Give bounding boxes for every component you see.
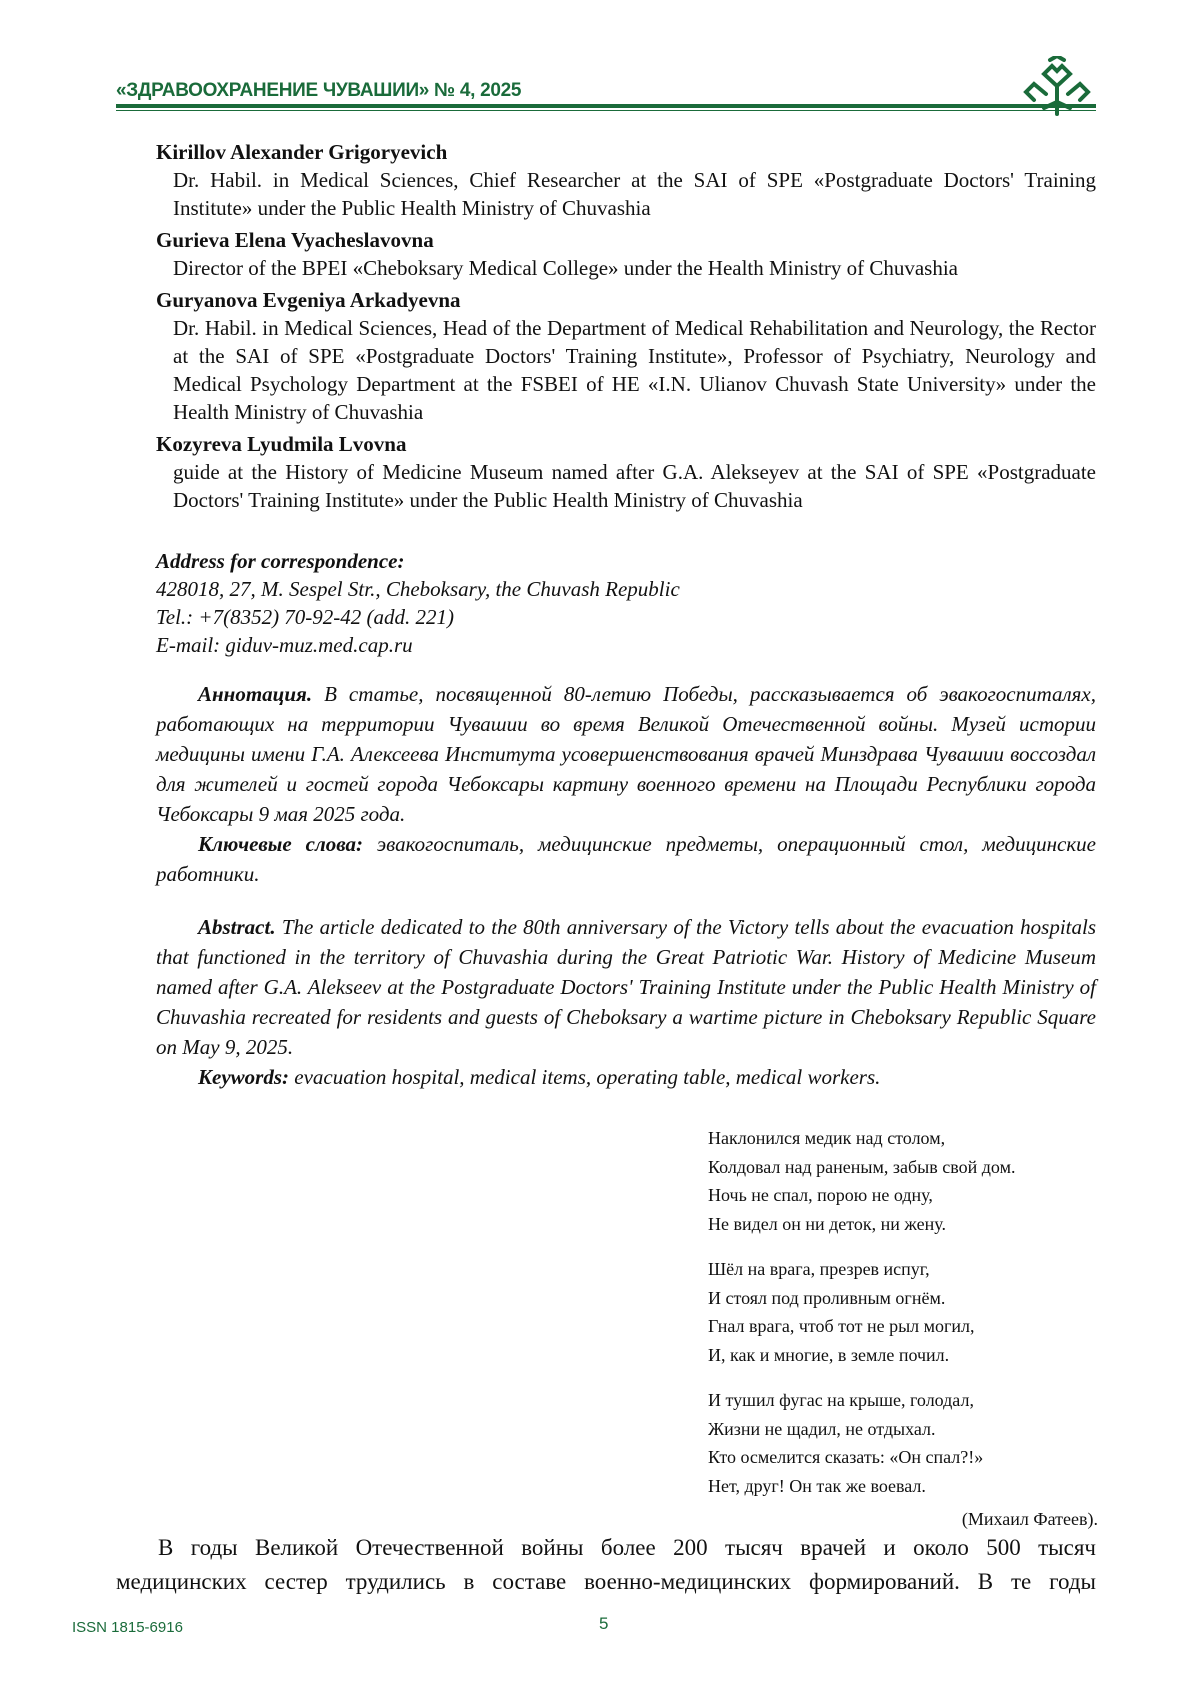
page-number: 5 xyxy=(599,1614,609,1633)
journal-title: «ЗДРАВООХРАНЕНИЕ ЧУВАШИИ» № 4, 2025 xyxy=(116,80,522,101)
poem-line: Колдовал над раненым, забыв свой дом. xyxy=(708,1156,1016,1177)
annotation-ru xyxy=(156,679,1096,889)
author-name: Kirillov Alexander Grigoryevich xyxy=(156,140,448,164)
address-label: Address for correspondence: xyxy=(156,549,405,573)
address-tel: Tel.: +7(8352) 70-92-42 (add. 221) xyxy=(156,605,455,629)
address-line: 428018, 27, M. Sespel Str., Cheboksary, the Chuvash Republic xyxy=(156,577,680,601)
poem-line: И стоял под проливным огнём. xyxy=(708,1287,946,1308)
author-entry xyxy=(156,226,1096,282)
keywords-ru-label: Ключевые слова: xyxy=(198,832,363,856)
author-list xyxy=(156,138,1096,518)
author-affiliation: guide at the History of Medicine Museum named after G.A. Alekseyev at the SAI of SPE «Postgraduate Doctors' Training Institute» under the Public Health Ministry of Chuvashia xyxy=(173,460,1096,512)
author-entry xyxy=(156,138,1096,222)
abstract-en xyxy=(156,912,1096,1092)
poem-stanza xyxy=(708,1386,1098,1500)
issn: ISSN 1815-6916 xyxy=(72,1619,183,1636)
author-affiliation: Director of the BPEI «Cheboksary Medical College» under the Health Ministry of Chuvashia xyxy=(173,256,958,280)
poem-line: Ночь не спал, порою не одну, xyxy=(708,1185,933,1205)
header-rule xyxy=(116,104,1096,111)
author-name: Kozyreva Lyudmila Lvovna xyxy=(156,432,407,456)
keywords-ru-text: эвакогоспиталь, медицинские предметы, операционный стол, медицинские работники. xyxy=(156,832,1096,886)
body-paragraph xyxy=(116,1531,1096,1599)
address-email: E-mail: giduv-muz.med.cap.ru xyxy=(156,633,413,657)
poem-line: Наклонился медик над столом, xyxy=(708,1128,946,1148)
poem-line: Гнал врага, чтоб тот не рыл могил, xyxy=(708,1316,975,1336)
abstract-label: Abstract. xyxy=(198,915,276,939)
poem-stanza xyxy=(708,1124,1098,1238)
poem-line: Шёл на врага, презрев испуг, xyxy=(708,1259,930,1279)
body-line: В годы Великой Отечественной войны более 200 тысяч врачей и около 500 тысяч xyxy=(158,1535,1096,1560)
poem-line: И тушил фугас на крыше, голодал, xyxy=(708,1390,974,1410)
author-entry xyxy=(156,430,1096,514)
author-affiliation: Dr. Habil. in Medical Sciences, Head of the Department of Medical Rehabilitation and Neurology, the Rector at the SAI of SPE «Postgraduate Doctors' Training Institute», Professor of Psychiatry, Neurology and Medical Psychology Department at the FSBEI of HE «I.N. Ulianov Chuvash State University» under the Health Ministry of Chuvashia xyxy=(173,316,1096,424)
author-name: Guryanova Evgeniya Arkadyevna xyxy=(156,288,461,312)
poem-line: Кто осмелится сказать: «Он спал?!» xyxy=(708,1447,984,1467)
author-name: Gurieva Elena Vyacheslavovna xyxy=(156,228,434,252)
body-line: медицинских сестер трудились в составе военно-медицинских формирований. В те годы xyxy=(116,1569,1096,1594)
poem-line: И, как и многие, в земле почил. xyxy=(708,1344,950,1365)
annotation-text: В статье, посвященной 80-летию Победы, рассказывается об эвакогоспиталях, работающих на территории Чувашии во время Великой Отечественной войны. Музей истории медицины имени Г.А. Алексеева Института усовершенствования врачей Минздрава Чувашии воссоздал для жителей и гостей города Чебоксары картину военного времени на Площади Республики города Чебоксары 9 мая 2025 года. xyxy=(156,682,1097,826)
poem-line: Жизни не щадил, не отдыхал. xyxy=(708,1418,936,1439)
keywords-en-text: evacuation hospital, medical items, operating table, medical workers. xyxy=(294,1065,881,1089)
annotation-label: Аннотация. xyxy=(198,682,313,706)
correspondence-address xyxy=(156,547,1096,659)
poem-epigraph xyxy=(708,1124,1098,1533)
poem-stanza xyxy=(708,1255,1098,1369)
poem-line: Нет, друг! Он так же воевал. xyxy=(708,1475,926,1496)
poem-author: (Михаил Фатеев). xyxy=(961,1509,1098,1529)
author-affiliation: Dr. Habil. in Medical Sciences, Chief Researcher at the SAI of SPE «Postgraduate Doctors' Training Institute» under the Public Health Ministry of Chuvashia xyxy=(173,168,1096,220)
author-entry xyxy=(156,286,1096,426)
poem-line: Не видел он ни деток, ни жену. xyxy=(708,1213,946,1234)
keywords-en-label: Keywords: xyxy=(198,1065,289,1089)
abstract-text: The article dedicated to the 80th anniversary of the Victory tells about the evacuation hospitals that functioned in the territory of Chuvashia during the Great Patriotic War. History of Medicine Museum named after G.A. Alekseev at the Postgraduate Doctors' Training Institute under the Public Health Ministry of Chuvashia recreated for residents and guests of Cheboksary a wartime picture in Cheboksary Republic Square on May 9, 2025. xyxy=(156,915,1097,1059)
